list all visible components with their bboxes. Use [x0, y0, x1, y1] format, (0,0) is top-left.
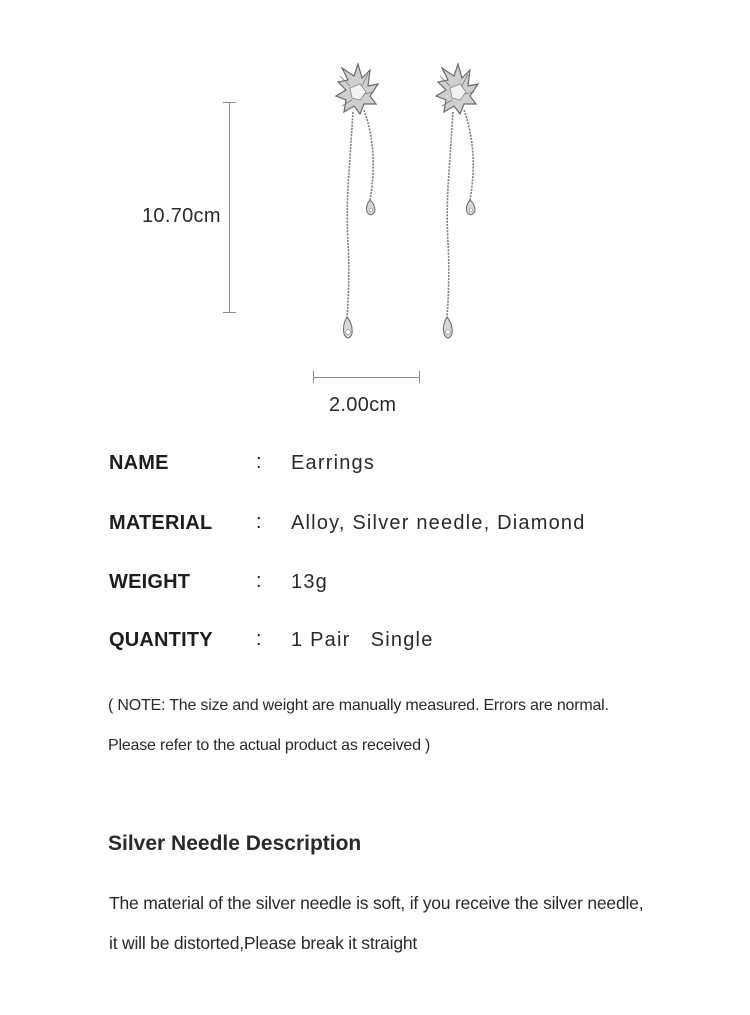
- width-dimension-cap-left: [313, 371, 314, 383]
- spec-colon: :: [256, 628, 262, 650]
- silver-needle-desc-line-2: it will be distorted,Please break it straight: [109, 933, 418, 953]
- width-dimension-line: [313, 377, 420, 378]
- spec-value-quantity: 1 Pair Single: [291, 629, 434, 651]
- spec-value-name: Earrings: [291, 452, 376, 474]
- width-dimension-cap-right: [419, 371, 420, 383]
- spec-value-weight: 13g: [291, 571, 328, 593]
- dangling-butterfly-earrings-icon: [320, 62, 520, 352]
- spec-value-material: Alloy, Silver needle, Diamond: [291, 512, 586, 534]
- height-label: 10.70cm: [142, 205, 221, 227]
- section-title-silver-needle: Silver Needle Description: [108, 832, 362, 855]
- spec-key-weight: WEIGHT: [109, 571, 191, 593]
- spec-colon: :: [256, 511, 262, 533]
- spec-colon: :: [256, 570, 262, 592]
- note-line-1: ( NOTE: The size and weight are manually measured. Errors are normal.: [108, 697, 609, 714]
- spec-key-name: NAME: [109, 452, 169, 474]
- spec-key-quantity: QUANTITY: [109, 629, 213, 651]
- height-dimension-cap-bottom: [223, 312, 236, 313]
- note-line-2: Please refer to the actual product as received ): [108, 737, 431, 754]
- spec-key-material: MATERIAL: [109, 512, 213, 534]
- silver-needle-desc-line-1: The material of the silver needle is soft, if you receive the silver needle,: [109, 893, 644, 913]
- spec-colon: :: [256, 451, 262, 473]
- width-label: 2.00cm: [329, 394, 397, 416]
- height-dimension-cap-top: [223, 102, 236, 103]
- height-dimension-line: [229, 102, 230, 313]
